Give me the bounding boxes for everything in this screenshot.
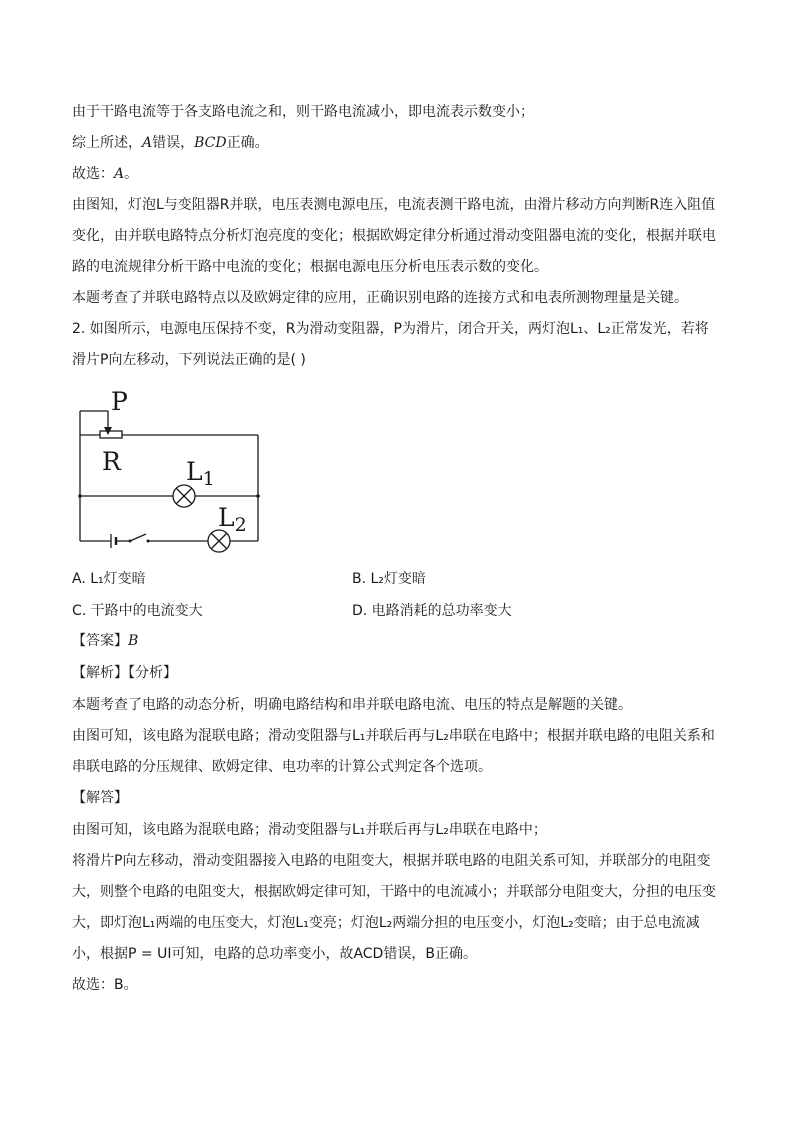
analysis-intro: 本题考查了电路的动态分析，明确电路结构和串并联电路电流、电压的特点是解题的关键。: [72, 697, 632, 713]
text-line-summary: [72, 128, 722, 159]
junction-left: [78, 494, 82, 498]
solution-choice: 故选：B。: [72, 977, 138, 993]
question-stem: 2. 如图所示，电源电压保持不变，R为滑动变阻器，P为滑片，闭合开关，两灯泡L₁、L₂正常发光，若将滑片P向左移动，下列说法正确的是( ): [72, 321, 709, 368]
text-line-summary-previous: 本题考查了并联电路特点以及欧姆定律的应用，正确识别电路的连接方式和电表所测物理量是关键。: [72, 290, 688, 306]
summary-prefix: 综上所述，: [72, 135, 142, 151]
answer-tag: 【答案】: [72, 633, 128, 649]
choice-prefix: 故选：: [72, 166, 114, 182]
circuit-diagram: [70, 380, 270, 560]
answer-value: B: [128, 633, 139, 649]
summary-correct: 正确。: [226, 135, 269, 151]
label-l2-letter: L: [218, 503, 235, 532]
solution-heading: 【解答】: [72, 790, 128, 806]
switch-contact: [147, 540, 150, 543]
text-line-choice: [72, 159, 722, 190]
label-lamp-l1: [186, 457, 215, 490]
switch-blade: [130, 534, 146, 541]
summary-options-bcd: BCD: [194, 135, 227, 151]
label-l2-sub: 2: [234, 514, 247, 536]
analysis-structure: 由图可知，该电路为混联电路；滑动变阻器与L₁并联后再与L₂串联在电路中；根据并联电路的电阻关系和串联电路的分压规律、欧姆定律、电功率的计算公式判定各个选项。: [72, 728, 715, 775]
analysis-heading: 【解析】【分析】: [72, 665, 177, 681]
answer-line: [72, 626, 722, 657]
choice-end: 。: [124, 166, 139, 182]
summary-wrong: 错误，: [152, 135, 195, 151]
choice-value: A: [114, 166, 125, 182]
option-d: D. 电路消耗的总功率变大: [352, 603, 512, 619]
label-lamp-l2: [218, 503, 247, 536]
summary-option-a: A: [142, 135, 153, 151]
rheostat-resistor: [100, 431, 122, 438]
label-l1-letter: L: [186, 457, 203, 486]
label-slider-p: P: [111, 387, 128, 416]
solution-reasoning: 将滑片P向左移动，滑动变阻器接入电路的电阻变大，根据并联电路的电阻关系可知，并联部分的电阻变大，则整个电路的电阻变大，根据欧姆定律可知，干路中的电流减小；并联部分电阻变大，分担的电压变大，即灯泡L₁两端的电压变大，灯泡L₁变亮；灯泡L₂两端分担的电压变小，灯泡L₂变暗；由于总电流减小，根据P = UI可知，电路的总功率变小，故ACD错误，B正确。: [72, 853, 716, 962]
text-line-current-decrease: 由于干路电流等于各支路电流之和，则干路电流减小，即电流表示数变小；: [72, 104, 534, 120]
junction-right: [256, 494, 260, 498]
option-c: C. 干路中的电流变大: [72, 603, 203, 619]
option-b: B. L₂灯变暗: [352, 571, 426, 587]
label-l1-sub: 1: [202, 468, 215, 490]
switch-pivot: [129, 540, 132, 543]
text-paragraph-analysis-previous: 由图知，灯泡L与变阻器R并联，电压表测电源电压，电流表测干路电流，由滑片移动方向判断R连入阻值变化，由并联电路特点分析灯泡亮度的变化；根据欧姆定律分析通过滑动变阻器电流的变化，根据并联电路的电流规律分析干路中电流的变化；根据电源电压分析电压表示数的变化。: [72, 197, 716, 275]
label-rheostat-r: R: [102, 447, 121, 476]
option-a: A. L₁灯变暗: [72, 571, 146, 587]
solution-structure: 由图可知，该电路为混联电路；滑动变阻器与L₁并联后再与L₂串联在电路中；: [72, 822, 547, 838]
